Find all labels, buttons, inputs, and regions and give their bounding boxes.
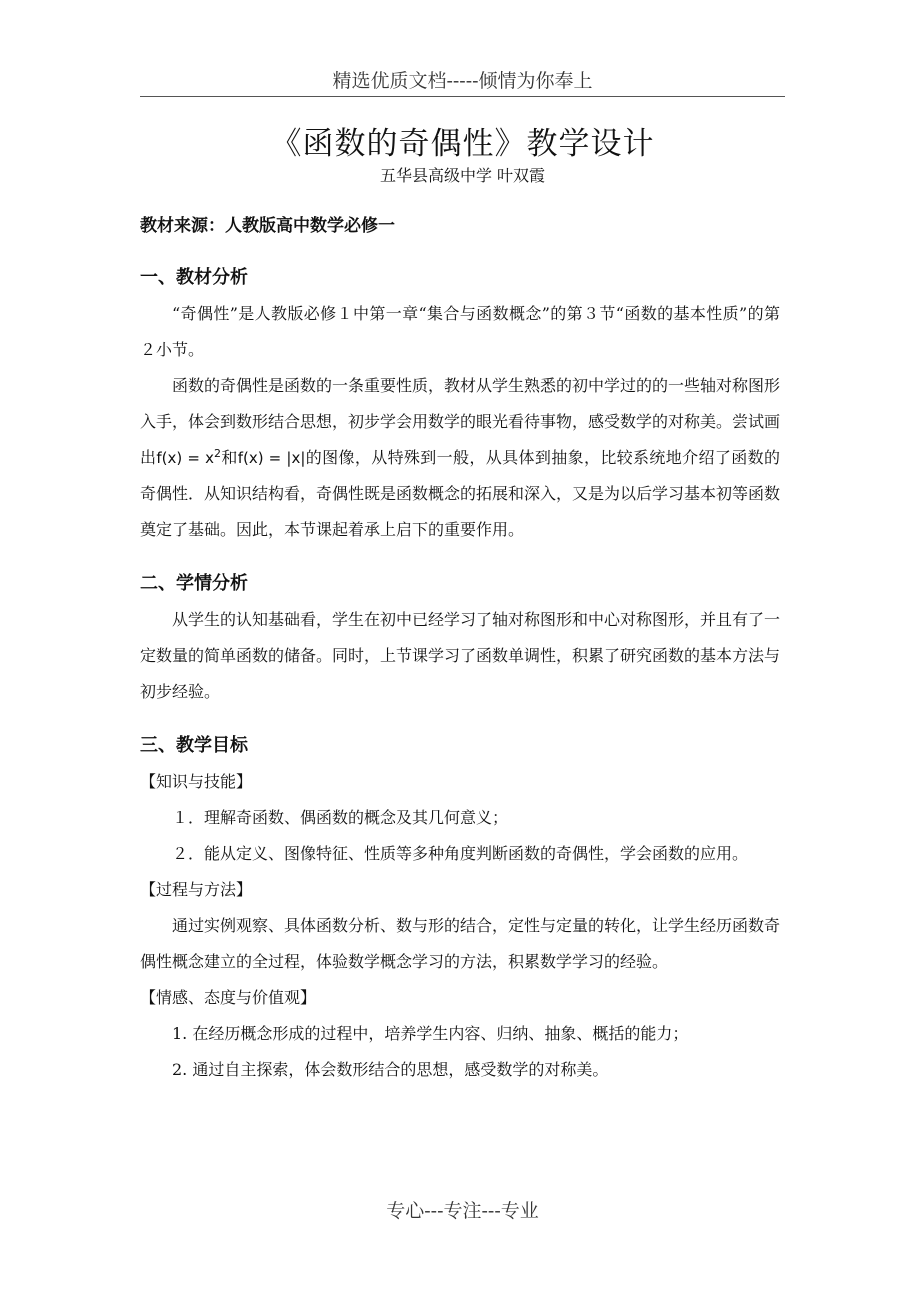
subheading-knowledge-skills: 【知识与技能】 <box>140 772 253 791</box>
subheading-process-methods: 【过程与方法】 <box>140 880 253 899</box>
paragraph <box>140 368 780 548</box>
author-line: 五华县高级中学 叶双霞 <box>379 166 546 185</box>
section-heading-teaching-goals: 三、教学目标 <box>140 735 248 756</box>
formula-x-squared: $f(x) = x^2$ <box>156 447 221 467</box>
textbook-source: 教材来源：人教版高中数学必修一 <box>140 216 395 236</box>
document-body <box>140 208 780 1088</box>
list-item: 1. 在经历概念形成的过程中，培养学生内容、归纳、抽象、概括的能力； <box>172 1024 689 1043</box>
header-divider <box>140 96 785 97</box>
page-header: 精选优质文档-----倾情为你奉上 <box>332 70 593 92</box>
paragraph: 从学生的认知基础看，学生在初中已经学习了轴对称图形和中心对称图形，并且有了一定数量的简单函数的储备。同时，上节课学习了函数单调性，积累了研究函数的基本方法与初步经验。 <box>140 610 781 701</box>
section-heading-textbook-analysis: 一、教材分析 <box>140 267 248 288</box>
text-run: 和 <box>220 448 238 467</box>
list-item: 2. 通过自主探索，体会数形结合的思想，感受数学的对称美。 <box>172 1060 609 1079</box>
formula-abs-x: f(x) = |x| <box>237 449 306 467</box>
paragraph: “奇偶性”是人教版必修１中第一章“集合与函数概念”的第３节“函数的基本性质”的第２小节。 <box>140 304 780 359</box>
section-heading-student-analysis: 二、学情分析 <box>140 573 248 594</box>
list-item: １．理解奇函数、偶函数的概念及其几何意义； <box>172 808 509 827</box>
list-item: ２．能从定义、图像特征、性质等多种角度判断函数的奇偶性，学会函数的应用。 <box>172 844 749 863</box>
text-run: 的图像，从特殊到一般，从具体到抽象，比较系统地介绍了函数的奇偶性．从知识结构看，奇偶性既是函数概念的拓展和深入，又是为以后学习基本初等函数奠定了基础。因此，本节课起着承上启下的重要作用。 <box>140 448 781 539</box>
subheading-emotions-values: 【情感、态度与价值观】 <box>140 988 317 1007</box>
document-title: 《函数的奇偶性》教学设计 <box>270 126 655 162</box>
text-run: 函数的奇偶性是函数的一条重要性质，教材从学生熟悉的初中学过的的一些轴对称图形入手，体会到数形结合思想，初步学会用数学的眼光看待事物，感受数学的对称美。尝试画出 <box>140 376 781 467</box>
page-footer: 专心---专注---专业 <box>386 1200 539 1222</box>
paragraph: 通过实例观察、具体函数分析、数与形的结合，定性与定量的转化，让学生经历函数奇偶性概念建立的全过程，体验数学概念学习的方法，积累数学学习的经验。 <box>140 916 781 971</box>
